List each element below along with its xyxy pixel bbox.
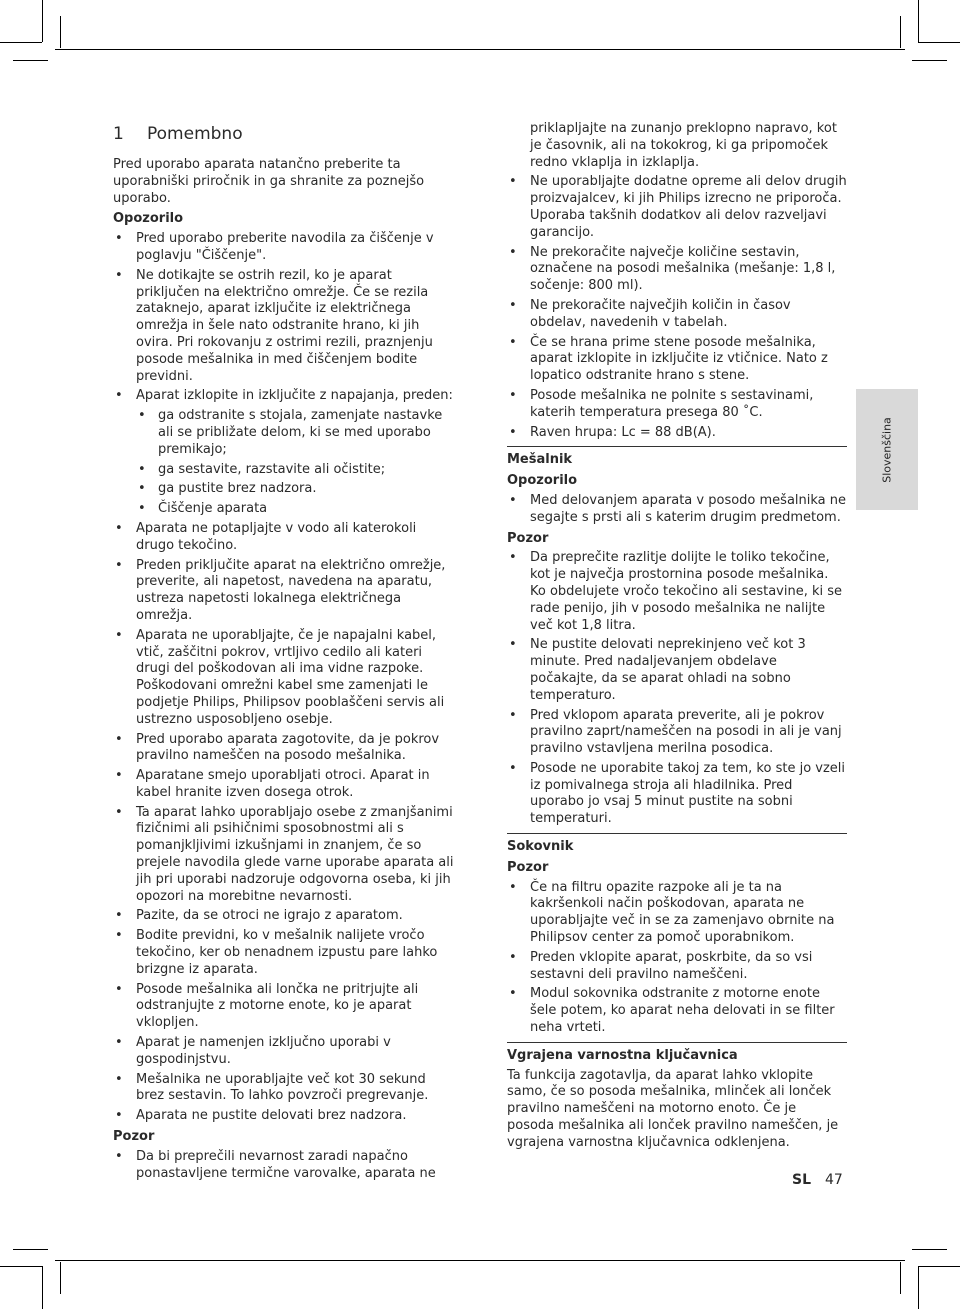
list-item: • Posode mešalnika ne polnite s sestavinami, katerih temperatura presega 80 ˚C. [507, 388, 847, 422]
nested-list-item: • ga pustite brez nadzora. [136, 481, 455, 498]
pozor-list-continued [507, 121, 847, 441]
page-footer [792, 1172, 843, 1188]
list-item [113, 388, 455, 518]
list-item: • Preden priključite aparat na električno omrežje, preverite, ali napetost, navedena na aparatu, ustreza napetosti lokalnega električnega omrežja. [113, 558, 455, 625]
page-number: 47 [825, 1172, 843, 1188]
list-item: • Ne dotikajte se ostrih rezil, ko je aparat priključen na električno omrežje. Če se rezila zataknejo, aparat izključite iz električnega omrežja in šele nato odstranite hrano, ki jih ovira. Pri rokovanju z ostrimi rezili, praznjenju posode mešalnika in med čiščenjem bodite previdni. [113, 268, 455, 386]
list-item-text: Aparat izklopite in izključite z napajanja, preden: [136, 388, 453, 404]
crop-mark [0, 1266, 42, 1267]
list-item: • Posode ne uporabite takoj za tem, ko ste jo vzeli iz pomivalnega stroja ali hladilnika. Pred uporabo jo vsaj 5 minut pustite na sobni temperaturi. [507, 761, 847, 828]
sokovnik-title: Sokovnik [507, 833, 847, 856]
list-item: • Ta aparat lahko uporabljajo osebe z zmanjšanimi fizičnimi ali psihičnimi sposobnostmi ali s pomanjkljivimi izkušnjami in znanjem, če so prejele navodila glede varne uporabe aparata ali jih pri uporabi nadzoruje odgovorna oseba, ki jih opozori na morebitne nevarnosti. [113, 805, 455, 906]
list-item: • Pred uporabo aparata zagotovite, da je pokrov pravilno nameščen na posodo mešalnika. [113, 732, 455, 766]
intro-paragraph: Pred uporabo aparata natančno preberite ta uporabniški priročnik in ga shranite za poznejšo uporabo. [113, 157, 425, 206]
mesalnik-opozorilo-list [507, 493, 847, 527]
list-item: • Aparat je namenjen izključno uporabi v gospodinjstvu. [113, 1035, 455, 1069]
list-item: • Aparata ne potapljajte v vodo ali katerokoli drugo tekočino. [113, 521, 455, 555]
mesalnik-opozorilo-heading: Opozorilo [507, 473, 578, 489]
list-item: • Pazite, da se otroci ne igrajo z aparatom. [113, 908, 455, 925]
nested-list-item: • ga odstranite s stojala, zamenjate nastavke ali se približate delom, ki se med uporabo premikajo; [136, 408, 455, 458]
sokovnik-pozor-list [507, 880, 847, 1037]
right-column [507, 121, 847, 1156]
list-item: • Če se hrana prime stene posode mešalnika, aparat izklopite in izključite iz vtičnice. Nato z lopatico odstranite hrano s stene. [507, 335, 847, 385]
section-number: 1 [113, 124, 124, 144]
list-item: • Da preprečite razlitje dolijte le toliko tekočine, kot je največja prostornina posode mešalnika. Ko obdelujete vročo tekočino ali sestavine, ki se rade penijo, jih v posodo mešalnika ne nalijte več kot 1,8 litra. [507, 550, 847, 634]
list-item: • Ne pustite delovati neprekinjeno več kot 3 minute. Pred nadaljevanjem obdelave počakajte, da se aparat ohladi na sobno temperaturo. [507, 637, 847, 704]
list-item: • Ne prekoračite največje količine sestavin, označene na posodi mešalnika (mešanje: 1,8 l, sočenje: 800 ml). [507, 245, 847, 295]
list-item-continued: priklapljajte na zunanjo preklopno napravo, kot je časovnik, ali na tokokrog, ki ga pripomoček redno vklaplja in izklaplja. [530, 121, 837, 170]
list-item: • Ne prekoračite največjih količin in časov obdelav, navedenih v tabelah. [507, 298, 847, 332]
nested-list-item: • ga sestavite, razstavite ali očistite; [136, 462, 455, 479]
language-tab [856, 389, 918, 510]
footer-language-code: SL [792, 1172, 812, 1188]
crop-mark [900, 16, 901, 48]
crop-mark [918, 1266, 919, 1309]
crop-mark [918, 0, 919, 42]
opozorilo-heading: Opozorilo [113, 211, 184, 227]
crop-mark [60, 1262, 61, 1294]
list-item: • Posode mešalnika ali lončka ne pritrjujte ali odstranjujte z motorne enote, ko je aparat vklopljen. [113, 982, 455, 1032]
left-column [113, 120, 455, 1185]
list-item: • Aparata ne uporabljajte, če je napajalni kabel, vtič, zaščitni pokrov, vrtljivo cedilo ali kateri drugi del poškodovan ali ima vidne razpoke. Poškodovani omrežni kabel sme zamenjati le podjetje Philips, Philipsov pooblaščeni servis ali ustrezno usposobljeno osebje. [113, 628, 455, 729]
crop-mark [55, 1260, 905, 1261]
list-item: • Pred uporabo preberite navodila za čiščenje v poglavju "Čiščenje". [113, 231, 455, 265]
nested-list [136, 408, 455, 518]
list-item: • Aparata ne pustite delovati brez nadzora. [113, 1108, 455, 1125]
list-item: • Mešalnika ne uporabljajte več kot 30 sekund brez sestavin. To lahko povzroči pregrevanje. [113, 1072, 455, 1106]
crop-mark [912, 1249, 947, 1250]
nested-list-item: • Čiščenje aparata [136, 501, 455, 518]
crop-mark [60, 16, 61, 48]
list-item: • Med delovanjem aparata v posodo mešalnika ne segajte s prsti ali s katerim drugim predmetom. [507, 493, 847, 527]
crop-mark [918, 42, 960, 43]
list-item: • Preden vklopite aparat, poskrbite, da so vsi sestavni deli pravilno nameščeni. [507, 950, 847, 984]
list-item: • Modul sokovnika odstranite z motorne enote šele potem, ko aparat neha delovati in se filter neha vrteti. [507, 986, 847, 1036]
varnostna-title: Vgrajena varnostna ključavnica [507, 1042, 847, 1065]
crop-mark [918, 1266, 960, 1267]
list-item: • Ne uporabljajte dodatne opreme ali delov drugih proizvajalcev, ki jih Philips izrecno ne priporoča. Uporaba takšnih dodatkov ali delov razveljavi garancijo. [507, 174, 847, 241]
section-heading [113, 123, 455, 145]
opozorilo-list [113, 231, 455, 1125]
crop-mark [42, 1266, 43, 1309]
crop-mark [912, 60, 947, 61]
language-tab-label: Slovenščina [880, 416, 894, 483]
pozor-list [113, 1149, 455, 1183]
list-item: • Aparatane smejo uporabljati otroci. Aparat in kabel hranite izven dosega otrok. [113, 768, 455, 802]
section-title: Pomembno [147, 124, 243, 144]
crop-mark [42, 0, 43, 42]
list-item: • Da bi preprečili nevarnost zaradi napačno ponastavljene termične varovalke, aparata ne [113, 1149, 455, 1183]
list-item: • Raven hrupa: Lc = 88 dB(A). [507, 425, 847, 442]
varnostna-paragraph: Ta funkcija zagotavlja, da aparat lahko vklopite samo, če so posoda mešalnika, mlinček ali lonček pravilno nameščeni na motorno enoto. Če je posoda mešalnika ali lonček pravilno nameščen, je vgrajena varnostna ključavnica odklenjena. [507, 1067, 839, 1150]
pozor-heading: Pozor [113, 1129, 155, 1145]
list-item: • Pred vklopom aparata preverite, ali je pokrov pravilno zaprt/nameščen na posodi in ali je vanj pravilno vstavljena merilna posodica. [507, 708, 847, 758]
crop-mark [0, 42, 42, 43]
list-item: • Bodite previdni, ko v mešalnik nalijete vročo tekočino, ker ob nenadnem izpustu pare lahko brizgne iz aparata. [113, 928, 455, 978]
sokovnik-pozor-heading: Pozor [507, 859, 549, 875]
mesalnik-pozor-heading: Pozor [507, 530, 549, 546]
crop-mark [55, 49, 905, 50]
list-item: • Če na filtru opazite razpoke ali je ta na kakršenkoli način poškodovan, aparata ne uporabljajte več in se za zamenjavo obrnite na Philipsov center za pomoč uporabnikom. [507, 880, 847, 947]
mesalnik-pozor-list [507, 550, 847, 828]
mesalnik-title: Mešalnik [507, 446, 847, 469]
crop-mark [13, 1249, 48, 1250]
crop-mark [900, 1262, 901, 1294]
crop-mark [13, 60, 48, 61]
